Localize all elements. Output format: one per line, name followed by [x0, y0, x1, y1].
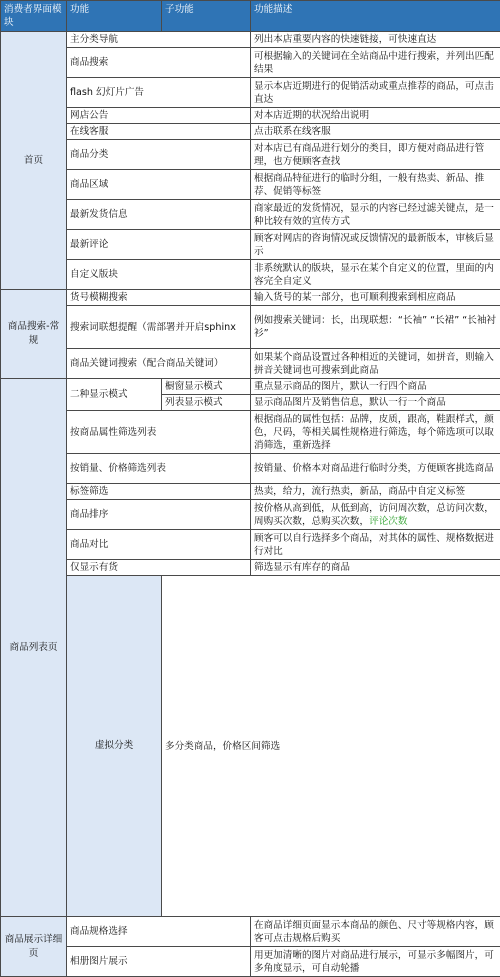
function-cell: 商品对比 [67, 530, 251, 560]
description-cell [251, 500, 500, 530]
header-subfunction: 子功能 [162, 1, 251, 32]
description-cell: 显示商品图片及销售信息，默认一行一个商品 [251, 395, 500, 411]
description-cell: 根据商品的属性包括：品牌，皮质，跟高，鞋跟样式，颜色，尺码，等相关属性规格进行筛选，每个筛选项可以取消筛选，重新选择 [251, 411, 500, 454]
table-row [1, 306, 500, 349]
table-row [1, 454, 500, 484]
table-row [1, 379, 500, 395]
table-row [1, 124, 500, 140]
subfunction-cell: 橱窗显示模式 [162, 379, 251, 395]
table-row [1, 917, 500, 947]
table-row [1, 411, 500, 454]
table-row [1, 108, 500, 124]
module-cell: 商品列表页 [1, 379, 67, 917]
table-row [1, 78, 500, 108]
function-cell: 标签筛选 [67, 484, 251, 500]
table-row [1, 349, 500, 379]
function-cell: 商品搜索 [67, 48, 251, 78]
function-cell: 最新评论 [67, 230, 251, 260]
function-cell: 商品分类 [67, 140, 251, 170]
description-cell: 例如搜索关键词：长，出现联想：“长袖” “长裙” “长袖衬衫” [251, 306, 500, 349]
table-row [1, 170, 500, 200]
function-cell: 自定义版块 [67, 260, 251, 290]
table-row [1, 230, 500, 260]
table-row [1, 48, 500, 78]
function-cell: 仅显示有货 [67, 560, 251, 576]
description-cell: 点击联系在线客服 [251, 124, 500, 140]
table-row [1, 200, 500, 230]
table-header-row [1, 1, 500, 32]
function-cell: 按销量、价格筛选列表 [67, 454, 251, 484]
description-cell: 用更加清晰的图片对商品进行展示，可显示多幅图片，可多角度显示，可自动轮播 [251, 947, 500, 977]
module-cell: 首页 [1, 32, 67, 290]
function-cell: 网店公告 [67, 108, 251, 124]
header-function: 功能 [67, 1, 162, 32]
description-cell: 在商品详细页面显示本商品的颜色、尺寸等规格内容，顾客可点击规格后购买 [251, 917, 500, 947]
module-cell: 商品搜索-常规 [1, 290, 67, 379]
table-row [1, 947, 500, 977]
table-row [1, 530, 500, 560]
sort-description: 按价格从高到低，从低到高，访问周次数，总访问次数，周购买次数，总购买次数， [254, 503, 494, 527]
description-cell: 对本店已有商品进行划分的类目，即方便对商品进行管理，也方便顾客查找 [251, 140, 500, 170]
description-cell: 对本店近期的状况给出说明 [251, 108, 500, 124]
table-row [1, 560, 500, 576]
table-row [1, 140, 500, 170]
function-cell: 商品区域 [67, 170, 251, 200]
table-row [1, 484, 500, 500]
description-cell: 输入货号的某一部分，也可顺利搜索到相应商品 [251, 290, 500, 306]
function-cell: 按商品属性筛选列表 [67, 411, 251, 454]
function-cell: 搜索词联想提醒（需部署并开启sphinx [67, 306, 251, 349]
function-cell: 最新发货信息 [67, 200, 251, 230]
function-cell: 主分类导航 [67, 32, 251, 48]
description-cell: 非系统默认的版块，显示在某个自定义的位置，里面的内容完全自定义 [251, 260, 500, 290]
table-row [1, 290, 500, 306]
table-row [1, 32, 500, 48]
function-cell: flash 幻灯片广告 [67, 78, 251, 108]
function-cell: 商品排序 [67, 500, 251, 530]
table-row [1, 576, 500, 917]
header-description: 功能描述 [251, 1, 500, 32]
function-cell: 相册图片展示 [67, 947, 251, 977]
description-cell: 如果某个商品设置过各种相近的关键词，如拼音，则输入拼音关键词也可搜索到此商品 [251, 349, 500, 379]
table-row [1, 500, 500, 530]
function-cell: 二种显示模式 [67, 379, 162, 411]
description-cell: 顾客对网店的咨询情况或反馈情况的最新版本，审核后显示 [251, 230, 500, 260]
description-cell: 热卖，给力，流行热卖，新品，商品中自定义标签 [251, 484, 500, 500]
description-cell: 显示本店近期进行的促销活动或重点推荐的商品，可点击直达 [251, 78, 500, 108]
description-cell: 重点显示商品的图片，默认一行四个商品 [251, 379, 500, 395]
description-cell: 按销量、价格本对商品进行临时分类，方便顾客挑选商品 [251, 454, 500, 484]
description-cell: 商家最近的发货情况，显示的内容已经过滤关键点，是一种比较有效的宣传方式 [251, 200, 500, 230]
table-row [1, 260, 500, 290]
highlight-text: 评论次数 [369, 516, 407, 527]
module-cell: 商品展示详细页 [1, 917, 67, 977]
description-cell: 筛选显示有库存的商品 [251, 560, 500, 576]
function-cell: 商品关键词搜索（配合商品关键词） [67, 349, 251, 379]
function-cell: 多分类商品，价格区间筛选 [162, 576, 500, 917]
description-cell: 列出本店重要内容的快速链接，可快速直达 [251, 32, 500, 48]
module-cell: 虚拟分类 [67, 576, 162, 917]
function-cell: 在线客服 [67, 124, 251, 140]
description-cell: 根据商品特征进行的临时分组，一般有热卖、新品、推荐、促销等标签 [251, 170, 500, 200]
function-cell: 商品规格选择 [67, 917, 251, 947]
subfunction-cell: 列表显示模式 [162, 395, 251, 411]
description-cell: 顾客可以自行选择多个商品，对其体的属性、规格数据进行对比 [251, 530, 500, 560]
description-cell: 可根据输入的关键词在全站商品中进行搜索，并列出匹配结果 [251, 48, 500, 78]
header-module: 消费者界面模块 [1, 1, 67, 32]
function-cell: 货号模糊搜索 [67, 290, 251, 306]
